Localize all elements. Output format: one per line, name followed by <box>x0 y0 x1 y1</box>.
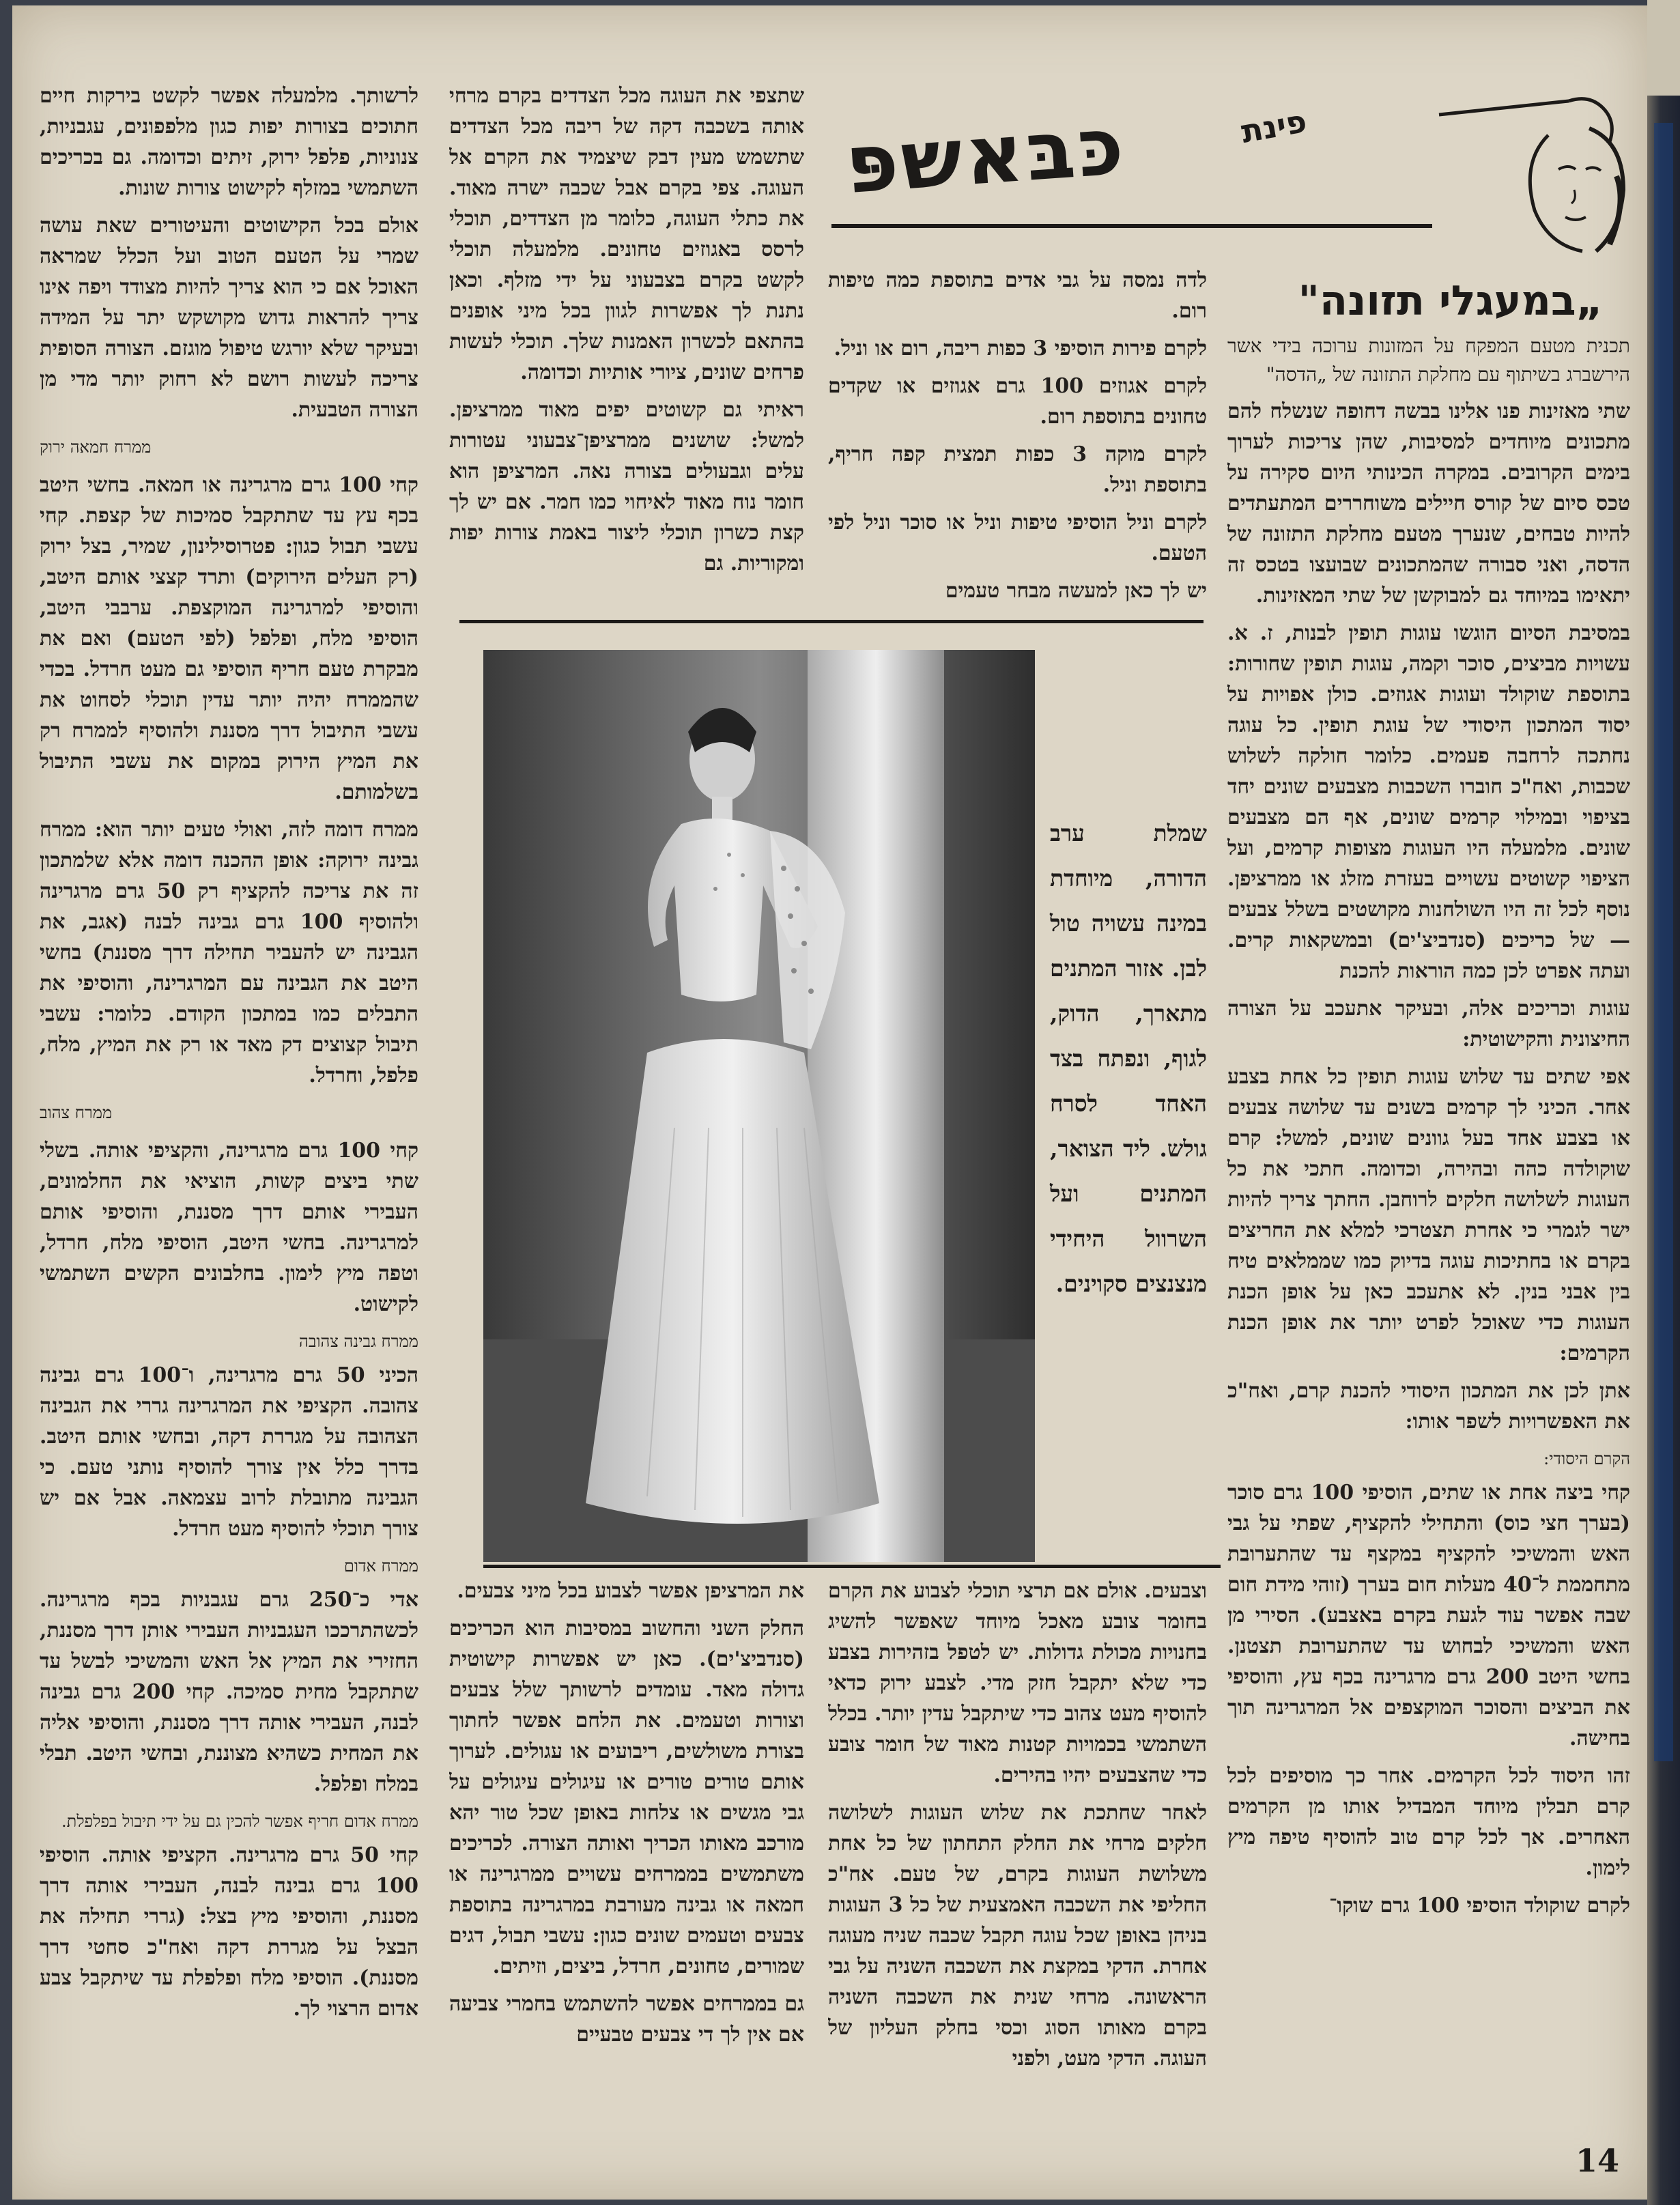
column-2-bottom <box>828 1576 1207 2122</box>
paragraph: לקרם שוקולד הוסיפי 100 גרם שוקו־ <box>1328 1894 1630 1918</box>
paragraph: עוגות וכריכים אלה, ובעיקר אתעכב על הצורה החיצונית והקישוטית: <box>1227 997 1630 1051</box>
paragraph: קחי 100 גרם מרגרינה או חמאה. בחשי היטב בכף עץ עד שתתקבל סמיכות של קצפת. קחי עשבי תבול כגון: פטרוסילינון, שמיר, בצל ירוק (רק העלים הירוקים) ותרד קצצי אותם היטב, והוסיפי למרגרינה המוקצפת. ערבבי היטב, הוסיפי מלח, ופלפל (לפי הטעם) ואם את מבקרת טעם חריף הוסיפי גם מעט חרדל. בכדי שהממרח יהיה יותר עדין תוכלי לסחוט את עשבי התיבול דרך מסננת ולהוסיף לממרח רק את המיץ הירוק במקום את עשבי התיבול בשלמותם. <box>40 473 418 804</box>
paragraph: את המרציפן אפשר לצבוע בכל מיני צבעים. <box>457 1579 804 1603</box>
column-3-top <box>449 81 804 606</box>
logo-large-text: כּבּאשפּ <box>842 98 1130 212</box>
paragraph: ראיתי גם קשוטים יפים מאוד ממרציפן. למשל: שושנים ממרציפן־צבעוני עטורות עלים וגבעולים בצורה נאה. המרציפן הוא חומר נוח מאוד לאיחוי כמו חמר. אם יש לך קצת כשרון תוכלי ליצור באמת צורות יפות ומקוריות. גם <box>449 398 804 575</box>
paragraph: שתי מאזינות פנו אלינו בבשה דחופה שנשלח להם מתכונים מיוחדים למסיבות, שהן צריכות לערוך בימים הקרובים. במקרה הכינותי היום סקירה על טכס סיום של קורס חיילים משוחררים המתעתדים להיות טבחים, שנערך מטעם מחלקת התזונה של הדסה, ואני סבורה שהמתכונים שבועצו בטכס זה יתאימו במיוחד גם למבוקשן של שתי המאזינות. <box>1227 399 1630 608</box>
paragraph: לקרם מוקה 3 כפות תמצית קפה חריף, בתוספת וניל. <box>828 442 1207 497</box>
paragraph: במסיבת הסיום הוגשו עוגות תופין לבנות, ז. א. עשויות מביצים, סוכר וקמה, עוגות תופין שחורות: בתוספת שוקולד ועוגות אגוזים. כולן אפויות על יסוד המתכון היסודי של עוגת תופין. כל עוגה נחתכה לרחבה פעמים. כלומר חולקה לשלוש שכבות, ואח"כ חוברו השכבות מצבעים שונים יחד בציפוי ובמילוי קרמים שונים, אף הם מצבעים שונים. מלמעלה היו העוגות מצופות קרמים, ועל הציפוי קשוטים עשויים בעזרת מזלג או ממרציפן. נוסף לכל זה היו השולחנות מקושטים בשלל צבעים — של כריכים (סנדביצ'ים) ובמשקאות קרים. ועתה אפרט לכן כמה הוראות להכנת <box>1227 621 1630 983</box>
article-intro: תכנית מטעם המפקח על המזונות ערוכה בידי אשר הירשברג בשיתוף עם מחלקת התזונה של „הדסה" <box>1227 335 1630 386</box>
paragraph: אדי כ־250 גרם עגבניות בכף מרגרינה. לכשהתרככו העגבניות העבירי אותן דרך מסננת, החזירי את המיץ אל האש והמשיכי לבשל עד שתתקבל מחית סמיכה. קחי 200 גרם גבינה לבנה, העבירי אותה דרך מסננת, והוסיפי אליה את המחית כשהיא מצוננת, ובחשי היטב. תבלי במלח ופלפל. <box>40 1588 418 1796</box>
binding-edge <box>1647 0 1680 2205</box>
paragraph: קחי ביצה אחת או שתים, הוסיפי 100 גרם סוכר (בערך חצי כוס) והתחילי להקציף, שפתי על גבי האש והמשיכי להקציף במקצף עד שהתערובת מתחממת ל־40 מעלות חום בערך (זוהי מידת חום שבה אפשר עוד לגעת בקרם באצבע). הסירי מן האש והמשיכי לבחוש עד שהתערובת תצטנן. בחשי היטב 200 גרם מרגרינה בכף עץ, והוסיפי את הביצים והסוכר המוקצפים אל המרגרינה תוך בחישה. <box>1227 1481 1630 1750</box>
paragraph: לקרם וניל הוסיפי טיפות וניל או סוכר וניל לפי הטעם. <box>828 511 1207 565</box>
article-title: „במעגלי תזונה" <box>1298 277 1603 325</box>
paragraph: אתן לכן את המתכון היסודי להכנת קרם, ואח"כ את האפשרויות לשפר אותו: <box>1227 1379 1630 1434</box>
evening-gown-photo <box>483 650 1035 1562</box>
photo-image <box>483 650 1035 1562</box>
paragraph: קחי 50 גרם מרגרינה. הקציפי אותה. הוסיפי 100 גרם גבינה לבנה, העבירי אותה דרך מסננת, והוסיפי מיץ בצל: (גררי תחילה את הבצל על מגררת דקה ואח"כ סחטי דרך מסננת). הוסיפי מלח ופלפלת עד שיתקבל צבע אדום הרצוי לך. <box>40 1843 418 2021</box>
logo-underline <box>831 224 1432 228</box>
column-1 <box>1227 332 1630 2127</box>
column-3-bottom <box>449 1576 804 2122</box>
paragraph: אולם בכל הקישוטים והעיטורים שאת עושה שמרי על הטעם הטוב ועל הכלל שמראה האוכל אם כי הוא צריך להיות מצודד ויפה אינו צריך להראות גדוש מקושקש יתר על המידה ובעיקר שלא יורגש טיפול מוגזם. הצורה הסופית צריכה לעשות רושם לא רחוק יותר מדי מן הצורה הטבעית. <box>40 214 418 422</box>
paragraph: אפי שתים עד שלוש עוגות תופין כל אחת בצבע אחר. הכיני לך קרמים בשנים עד שלושה צבעים או בצבע אחד בעל גוונים שונים, למשל: קרם שוקולדה כהה ובהירה, וכדומה. חתכי את כל העוגות לשלושה חלקים לרוחבן. החתך צריך להיות ישר לגמרי כי אחרת תצטרכי למלא את החריצים בקרם או בחתיכות עוגה בדיוק כמו שממלאים טיח בין אבני בנין. לא אתעכב כאן על אופן הכנת העוגות כדי שאוכל לפרט יותר את אופן הכנת הקרמים: <box>1227 1065 1630 1365</box>
paragraph: קחי 100 גרם מרגרינה, והקציפי אותה. בשלי שתי ביצים קשות, הוציאי את החלמונים, העבירי אותם דרך מסננת, והוסיפי אותם למרגרינה. בחשי היטב, הוסיפי מלח, חרדל, וטפה מיץ לימון. בחלבונים הקשים השתמשי לקישוט. <box>40 1139 418 1316</box>
paragraph: זהו היסוד לכל הקרמים. אחר כך מוסיפים לכל קרם תבלין מיוחד המבדיל אותו מן הקרמים האחרים. אך לכל קרם טוב להוסיף טיפה מיץ לימון. <box>1227 1764 1630 1880</box>
magazine-page <box>12 5 1647 2200</box>
page-number: 14 <box>1576 2142 1620 2179</box>
recipe-heading: ממרח אדום <box>343 1556 418 1576</box>
recipe-heading: ממרח גבינה צהובה <box>299 1332 418 1351</box>
logo-small-text: פינת <box>1238 102 1310 150</box>
binding-tab <box>1647 0 1680 96</box>
paragraph: הכיני 50 גרם מרגרינה, ו־100 גרם גבינה צהובה. הקציפי את המרגרינה גררי את הגבינה הצהובה על מגררת דקה, ובחשי אותם היטב. בדרך כלל אין צורך להוסיף נותני טעם. כי הגבינה מתובלת לרוב עצמאה. אבל אם יש צורך תוכלי להוסיף מעט חרדל. <box>40 1363 418 1541</box>
column-4 <box>40 81 418 2122</box>
section-rule-top <box>459 620 1204 623</box>
photo-caption: שמלת ערב הדורה, מיוחדת במינה עשויה טול לבן. אזור המתנים מתארך, הדוק, לגוף, ונפתח בצד האחד לסרח גולש. ליד הצואר, המתנים ועל השרוול היחידי מנצנצים סקוינים. <box>1050 820 1207 1297</box>
paragraph: יש לך כאן למעשה מבחר טעמים <box>945 579 1207 603</box>
recipe-heading: ממרח חמאה ירוק <box>40 438 152 457</box>
paragraph: ממרח דומה לזה, ואולי טעים יותר הוא: ממרח גבינה ירוקה: אופן ההכנה דומה אלא שלמתכון זה את צריכה להקציף רק 50 גרם מרגרינה ולהוסיף 100 גרם גבינה לבנה (אגב, את הגבינה יש להעביר תחילה דרך מסננת) בחשי היטב את הגבינה עם המרגרינה, והוסיפי את התבלים כמו במתכון הקודם. כלומר: עשבי תיבול קצוצים דק מאד או רק את המיץ, מלח, פלפל, וחרדל. <box>40 818 418 1087</box>
paragraph: לרשותך. מלמעלה אפשר לקשט בירקות חיים חתוכים בצורות יפות כגון מלפפונים, עגבניות, צנוניות, פלפל ירוק, זיתים וכדומה. גם בכריכים השתמשי במזלף לקישוט צורות שונות. <box>40 84 418 200</box>
column-2-top <box>828 265 1207 620</box>
column-logo <box>831 81 1630 258</box>
paragraph: לאחר שחתכת את שלוש העוגות לשלושה חלקים מרחי את החלק התחתון של כל אחת משלושת העוגות בקרם, של טעם. אח"כ החליפי את השכבה האמצעית של כל 3 העוגות בניהן באופן שכל עוגה תקבל שכבה שניה מעוגה אחרת. הדקי במקצת את השכבה השניה על גבי הראשונה. מרחי שנית את השכבה השניה בקרם מאותו הסוג וכסי בחלק העליון של העוגה. הדקי מעט, ולפני <box>828 1801 1207 2071</box>
paragraph: גם בממרחים אפשר להשתמש בחמרי צביעה אם אין לך די צבעים טבעיים <box>449 1992 804 2047</box>
paragraph: לקרם אגוזים 100 גרם אגוזים או שקדים טחונים בתוספת רום. <box>828 374 1207 429</box>
paragraph: שתצפי את העוגה מכל הצדדים בקרם מרחי אותה בשכבה דקה של ריבה מכל הצדדים שתשמש מעין דבק שיצמיד את הקרם אל העוגה. צפי בקרם אבל שכבה ישרה מאוד. את כתלי העוגה, כלומר מן הצדדים, תוכלי לרסס באגוזים טחונים. מלמעלה תוכלי לקשט בקרם בצבעוני על ידי מזלף. וכאן נתנת לך אפשרות לגוון בכל מיני אופנים בהתאם לכשרון האמנות שלך. תוכלי לעשות פרחים שונים, ציורי אותיות וכדומה. <box>449 84 804 384</box>
paragraph: לדה נמסה על גבי אדים בתוספת כמה טיפות רום. <box>828 268 1207 323</box>
recipe-heading: הקרם היסודי: <box>1543 1449 1630 1468</box>
paragraph: וצבעים. אולם אם תרצי תוכלי לצבוע את הקרם בחומר צובע מאכל מיוחד שאפשר להשיג בחנויות מכולת גדולות. יש לטפל בזהירות בצבע כדי שלא יתקבל חזק מדי. לצבע ירוק כדאי להוסיף מעט צהוב כדי שיתקבל עדין יותר. בכלל השתמשי בכמויות קטנות מאוד של חומר צובע כדי שהצבעים יהיו בהירים. <box>828 1579 1207 1787</box>
paragraph: החלק השני והחשוב במסיבות הוא הכריכים (סנדביצ'ים). כאן יש אפשרות קישוטית גדולה מאד. עומדים לרשותך שלל צבעים וצורות וטעמים. את הלחם אפשר לחתוך בצורת משולשים, ריבועים או עגולים. לערוך אותם טורים טורים או עיגולים עיגולים על גבי מגשים או צלחות באופן שכל טור יהא מורכב מאותו הכריך ואותה הצורה. לכריכים משתמשים בממרחים עשויים ממרגרינה או חמאה או גבינה מעורבת במרגרינה בתוספת צבעים וטעמים שונים כגון: עשבי תבול, דגים שמורים, טחונים, חרדל, ביצים, וזיתים. <box>449 1617 804 1978</box>
recipe-heading: ממרח אדום חריף אפשר להכין גם על ידי תיבול בפלפלת. <box>61 1812 418 1831</box>
woman-face-illustration <box>1412 94 1630 258</box>
recipe-heading: ממרח צהוב <box>40 1103 113 1122</box>
paragraph: לקרם פירות הוסיפי 3 כפות ריבה, רום או וניל. <box>834 337 1207 360</box>
binding-stripe <box>1654 123 1673 1761</box>
section-rule-bottom <box>483 1565 1221 1568</box>
